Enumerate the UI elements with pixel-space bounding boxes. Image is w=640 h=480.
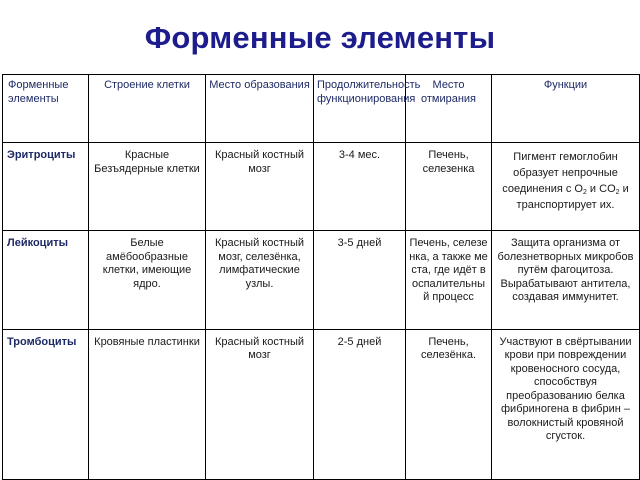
cell-duration: 3-4 мес. [314,143,406,231]
header-cell-structure: Строение клетки [89,75,206,143]
subscript-o2: 2 [582,189,587,197]
table-row [3,143,640,231]
cell-function: Участвуют в свёртывании крови при повреждении кровеносного сосуда, способствуя преобразованию белка фибриногена в фибрин – волокнистый кровяной сгусток. [492,329,640,479]
function-text-part: и CO [586,183,616,196]
cell-death: Печень, селезенка [406,143,492,231]
table-row [3,329,640,479]
page-title: Форменные элементы [144,20,496,55]
header-row [3,75,640,143]
cell-function: Защита организма от болезнетворных микробов путём фагоцитоза. Вырабатывают антитела, создавая иммунитет. [492,231,640,329]
function-text-part: Пигмент гемоглобин образует непрочные соединения с O [502,151,618,196]
header-cell-origin: Место образования [206,75,314,143]
cell-origin: Красный костный мозг [206,143,314,231]
header-cell-functions: Функции [492,75,640,143]
subscript-co2: 2 [615,189,620,197]
function-text-part: и транспортирует их. [516,183,629,212]
cell-origin: Красный костный мозг [206,329,314,479]
cell-death: Печень, селезёнка. [406,329,492,479]
blood-cells-table [2,74,640,480]
cell-structure: Красные Безъядерные клетки [89,143,206,231]
header-cell-elements: Форменные элементы [3,75,89,143]
cell-structure: Белые амёбообразные клетки, имеющие ядро. [89,231,206,329]
header-cell-duration: Продолжительность функционирования [314,75,406,143]
row-label-thrombocytes: Тромбоциты [3,329,89,479]
cell-death: Печень, селезенка, а также места, где идёт воспалительный процесс [406,231,492,329]
row-label-erythrocytes: Эритроциты [3,143,89,231]
cell-structure: Кровяные пластинки [89,329,206,479]
row-label-leukocytes: Лейкоциты [3,231,89,329]
cell-duration: 3-5 дней [314,231,406,329]
cell-function [492,143,640,231]
table-row [3,231,640,329]
cell-origin: Красный костный мозг, селезёнка, лимфатические узлы. [206,231,314,329]
cell-duration: 2-5 дней [314,329,406,479]
header-cell-death: Место отмирания [406,75,492,143]
